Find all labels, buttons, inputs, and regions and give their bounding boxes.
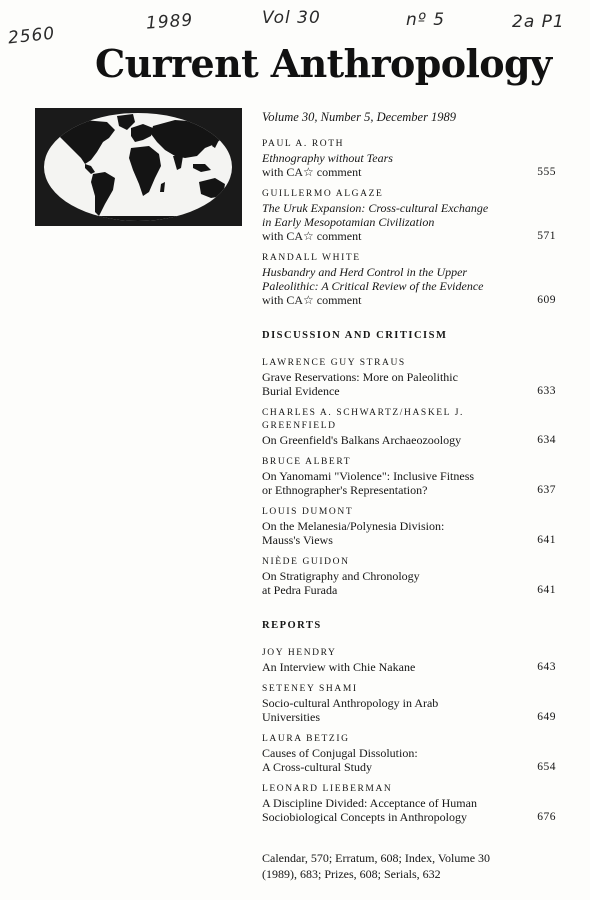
article-entry — [262, 138, 558, 179]
section-heading-discussion: DISCUSSION AND CRITICISM — [262, 330, 448, 341]
article-comment-note: with CA☆ comment — [262, 165, 362, 179]
entry-title: Grave Reservations: More on Paleolithic — [262, 370, 458, 384]
entry-author: LOUIS DUMONT — [262, 507, 354, 517]
handwritten-year: 1989 — [145, 10, 194, 34]
entry-title: or Ethnographer's Representation? — [262, 483, 428, 497]
article-comment-note: with CA☆ comment — [262, 229, 362, 243]
entry-page-number: 641 — [537, 584, 556, 596]
entry-title: On the Melanesia/Polynesia Division: — [262, 519, 445, 533]
world-map-logo — [35, 108, 242, 226]
entry-author: SETENEY SHAMI — [262, 684, 358, 694]
entry-title: Sociobiological Concepts in Anthropology — [262, 810, 467, 824]
article-title: The Uruk Expansion: Cross-cultural Exchange — [262, 201, 489, 215]
entry-title: Burial Evidence — [262, 384, 340, 398]
departments-index: Calendar, 570; Erratum, 608; Index, Volume 30 (1989), 683; Prizes, 608; Serials, 632 — [262, 851, 491, 881]
issue-line: Volume 30, Number 5, December 1989 — [262, 110, 457, 124]
entry-author: JOY HENDRY — [262, 648, 337, 658]
entry-page-number: 654 — [537, 761, 556, 773]
handwritten-volume: Vol 30 — [262, 8, 321, 28]
discussion-entry — [262, 407, 558, 447]
article-title: Husbandry and Herd Control in the Upper — [262, 265, 468, 279]
entry-title: On Stratigraphy and Chronology — [262, 569, 420, 583]
entry-author: CHARLES A. SCHWARTZ/HASKEL J. — [262, 408, 464, 418]
entry-author: GREENFIELD — [262, 421, 337, 431]
report-entry — [262, 783, 558, 824]
article-title: Paleolithic: A Critical Review of the Evidence — [262, 279, 484, 293]
report-entry — [262, 733, 558, 774]
entry-author: NIÈDE GUIDON — [262, 557, 350, 567]
handwritten-number: nº 5 — [406, 10, 446, 30]
handwritten-shelf-mark: 2a P1 — [512, 12, 565, 32]
article-author: RANDALL WHITE — [262, 253, 361, 263]
entry-title: Universities — [262, 710, 320, 724]
article-comment-note: with CA☆ comment — [262, 293, 362, 307]
entry-page-number: 634 — [537, 434, 556, 446]
article-page-number: 571 — [537, 230, 556, 242]
world-map-icon — [35, 108, 242, 226]
entry-author: LAWRENCE GUY STRAUS — [262, 358, 406, 368]
article-author: GUILLERMO ALGAZE — [262, 189, 384, 199]
entry-title: An Interview with Chie Nakane — [262, 660, 416, 674]
report-entry — [262, 683, 558, 724]
article-author: PAUL A. ROTH — [262, 139, 345, 149]
entry-page-number: 633 — [537, 385, 556, 397]
entry-title: Mauss's Views — [262, 533, 333, 547]
discussion-entry — [262, 506, 558, 547]
entry-page-number: 637 — [537, 484, 556, 496]
entry-page-number: 649 — [537, 711, 556, 723]
entry-title: Causes of Conjugal Dissolution: — [262, 746, 418, 760]
article-title: Ethnography without Tears — [262, 151, 393, 165]
article-entry — [262, 188, 558, 243]
discussion-entry — [262, 357, 558, 398]
discussion-entry — [262, 556, 558, 597]
section-heading-reports: REPORTS — [262, 620, 322, 631]
article-title: in Early Mesopotamian Civilization — [262, 215, 435, 229]
entry-title: Socio-cultural Anthropology in Arab — [262, 696, 439, 710]
report-entry — [262, 647, 558, 674]
entry-title: A Discipline Divided: Acceptance of Human — [262, 796, 477, 810]
entry-author: LEONARD LIEBERMAN — [262, 784, 393, 794]
discussion-entry — [262, 456, 558, 497]
journal-title: Current Anthropology — [95, 41, 552, 86]
handwritten-accession-number: 2560 — [7, 23, 57, 49]
entry-page-number: 643 — [537, 661, 556, 673]
entry-title: On Yanomami "Violence": Inclusive Fitness — [262, 469, 475, 483]
entry-page-number: 676 — [537, 811, 556, 823]
entry-title: A Cross-cultural Study — [262, 760, 372, 774]
article-page-number: 555 — [537, 166, 556, 178]
article-entry — [262, 252, 558, 307]
entry-page-number: 641 — [537, 534, 556, 546]
entry-title: at Pedra Furada — [262, 583, 338, 597]
entry-author: BRUCE ALBERT — [262, 457, 352, 467]
entry-title: On Greenfield's Balkans Archaeozoology — [262, 433, 462, 447]
entry-author: LAURA BETZIG — [262, 734, 350, 744]
article-page-number: 609 — [537, 294, 556, 306]
table-of-contents — [262, 110, 558, 882]
